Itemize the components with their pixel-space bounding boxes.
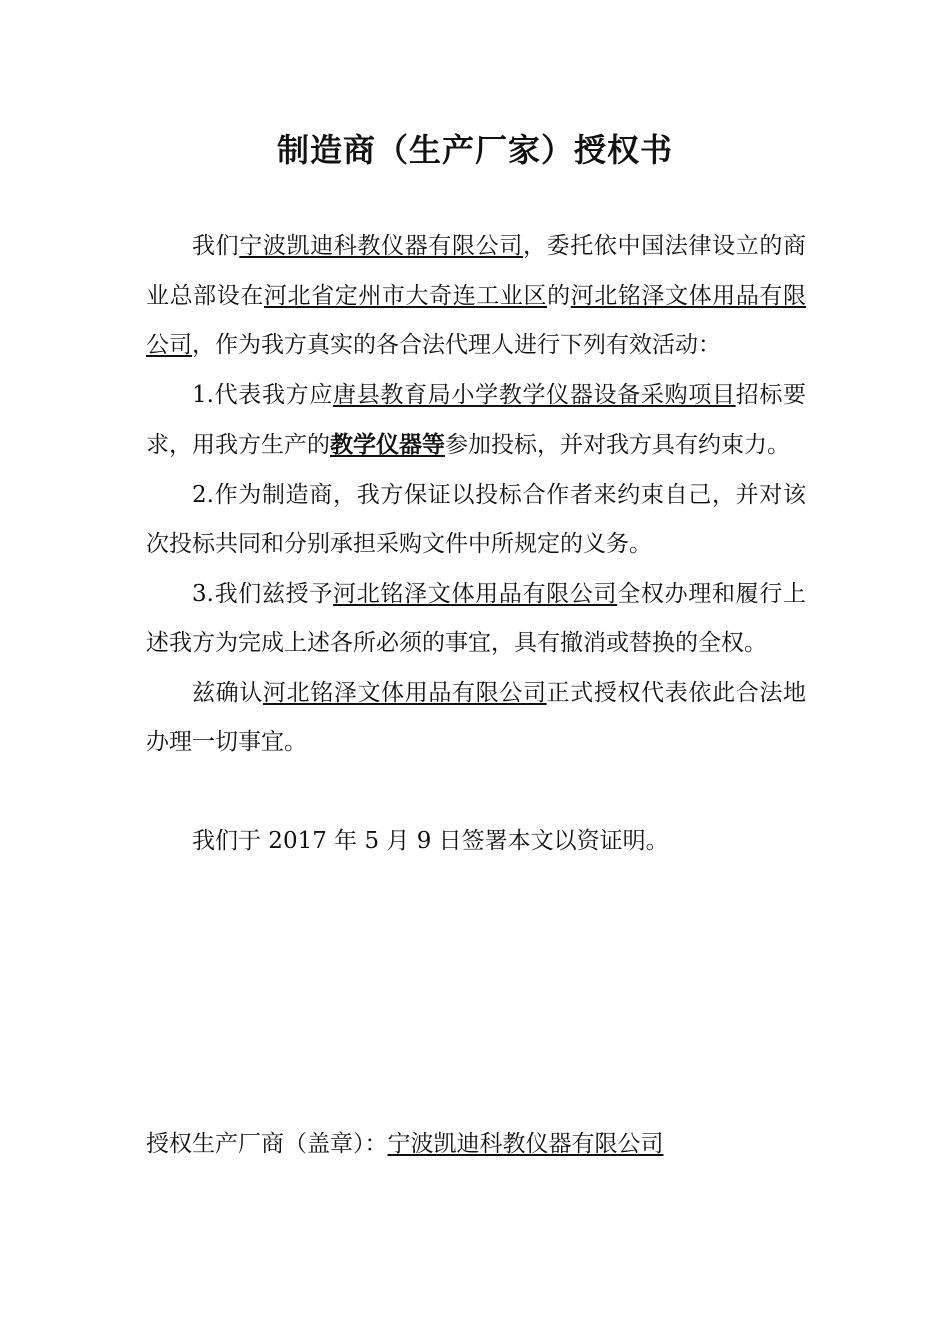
intro-paragraph: [146, 222, 806, 371]
spacer: [146, 768, 806, 818]
intro-text-3: 的: [547, 282, 571, 309]
document-title: 制造商（生产厂家）授权书: [276, 131, 673, 169]
intro-text-4: ，作为我方真实的各合法代理人进行下列有效活动：: [192, 332, 721, 358]
project-name: 唐县教育局小学教学仪器设备采购项目: [333, 381, 736, 408]
signature-company: 宁波凯迪科教仪器有限公司: [387, 1131, 664, 1157]
item-1-text-2: 招标要求，用我方生产的: [146, 381, 807, 458]
confirm-text-1: 兹确认: [192, 679, 263, 706]
intro-text-2: ，委托依中国法律设立的商业总部设在: [146, 233, 807, 309]
document-body: [146, 222, 806, 867]
item-3-agent-name: 河北铭泽文体用品有限公司: [333, 580, 618, 607]
confirm-paragraph: [146, 669, 806, 768]
item-1-paragraph: [146, 371, 806, 471]
confirm-text-2: 正式授权代表依此合法地办理一切事宜。: [146, 679, 807, 755]
agent-name: 河北铭泽文体用品有限公司: [146, 282, 807, 358]
confirm-agent-name: 河北铭泽文体用品有限公司: [262, 679, 547, 706]
item-3-text-2: 全权办理和履行上述我方为完成上述各所必须的事宜，具有撤消或替换的全权。: [146, 580, 807, 656]
signature-line: [146, 1120, 846, 1170]
item-1-text-3: 参加投标，并对我方具有约束力。: [445, 432, 790, 458]
product-name: 教学仪器等: [330, 431, 445, 458]
manufacturer-name: 宁波凯迪科教仪器有限公司: [239, 233, 523, 259]
signature-label: 授权生产厂商（盖章）：: [146, 1131, 388, 1157]
item-3-text-1: 3.我们兹授予: [192, 580, 334, 607]
item-1-text-1: 1.代表我方应: [192, 381, 334, 408]
intro-text-1: 我们: [192, 233, 240, 259]
item-2-paragraph: 2.作为制造商，我方保证以投标合作者来约束自己，并对该次投标共同和分别承担采购文件中所规定的义务。: [146, 481, 806, 557]
date-paragraph: 我们于 2017 年 5 月 9 日签署本文以资证明。: [192, 828, 669, 854]
agent-address: 河北省定州市大奇连工业区: [263, 282, 548, 309]
item-3-paragraph: [146, 570, 806, 669]
